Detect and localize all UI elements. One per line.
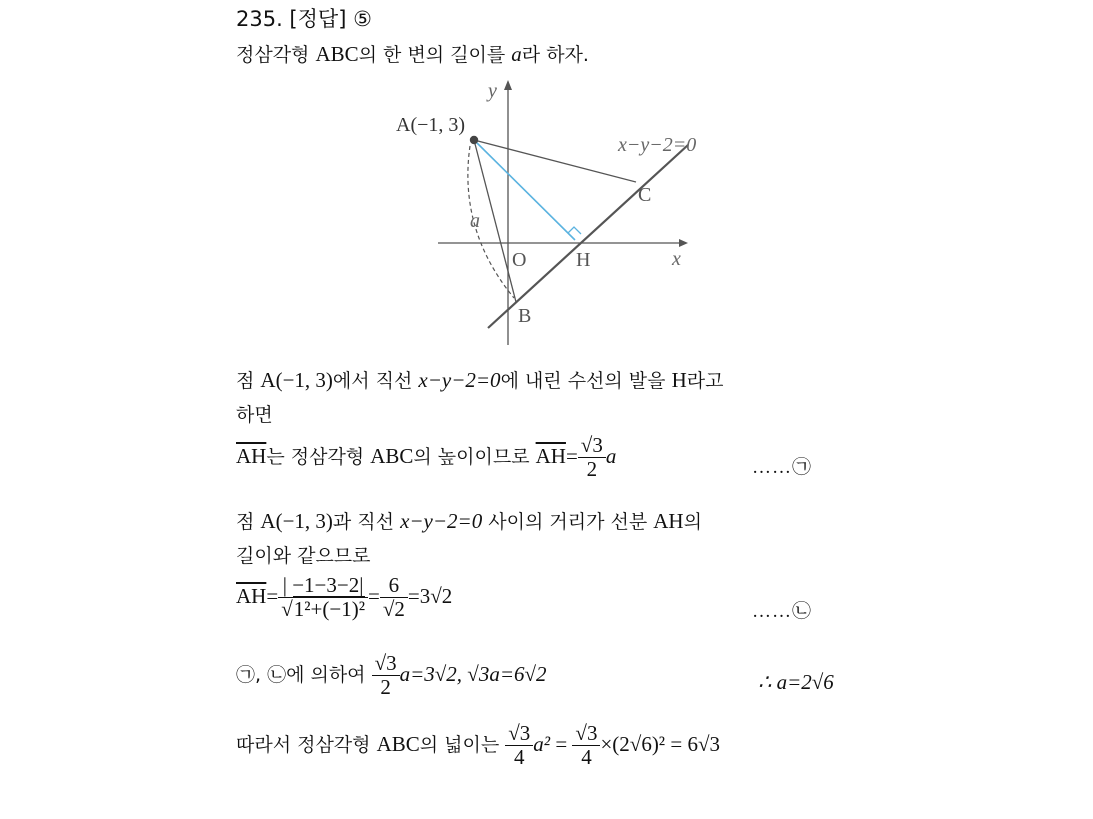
eq1-mark: ……㉠ (752, 457, 813, 478)
para1-h: H (671, 368, 687, 392)
eq1-txt: 는 정삼각형 (266, 446, 371, 469)
right-angle-mark (568, 227, 581, 234)
eq4-a2: a² (533, 732, 551, 757)
eq2-mark: ……㉡ (752, 601, 813, 622)
para1-mid: 에서 직선 (332, 370, 419, 392)
side-a-label: a (470, 210, 480, 232)
eq2-fraction (278, 574, 368, 621)
para2-ah: AH (653, 509, 684, 533)
eq4-eq: = (550, 732, 573, 757)
para2-point: A(−1, 3) (260, 509, 333, 533)
eq3-line (236, 652, 547, 699)
eq2-eq: = (266, 584, 279, 609)
x-axis-label: x (672, 248, 681, 270)
b-label: B (518, 305, 532, 327)
para1-post: 에 내린 수선의 발을 (500, 370, 672, 392)
y-axis-arrow (504, 80, 512, 90)
eq3-pre: ㉠, ㉡에 의하여 (236, 664, 372, 687)
eq4-abc: ABC (376, 732, 420, 757)
para1-line2: 하면 (236, 404, 273, 426)
eq4-fraction (505, 722, 533, 769)
eq1-abc: ABC (370, 444, 414, 469)
para2-pre: 점 (236, 511, 261, 533)
eq2-res: =3√2 (407, 584, 453, 609)
eq2-num2: 6 (380, 574, 408, 598)
eq1-a: a (605, 444, 617, 469)
perpendicular-ah (474, 140, 575, 240)
eq4-den: 4 (514, 745, 525, 770)
eq4-num2: √3 (572, 722, 600, 746)
eq2-ah: $\overline{AH}$ (236, 584, 267, 609)
intro-a: a (511, 42, 522, 66)
eq1-den: 2 (586, 457, 598, 482)
line-x-y-2 (488, 145, 688, 328)
eq2-eq2: = (367, 584, 380, 609)
eq1-line (236, 434, 616, 481)
h-label: H (576, 249, 591, 271)
eq4-fraction2 (572, 722, 600, 769)
eq4-rest: ×(2√6)² = 6√3 (600, 732, 720, 757)
eq4-pre: 따라서 정삼각형 (236, 734, 377, 757)
para1-point: A(−1, 3) (260, 368, 333, 392)
eq2-den-body: 1²+(−1)² (293, 597, 365, 622)
problem-number: 235. [정답] ⑤ (236, 7, 372, 31)
para2-mid: 과 직선 (332, 511, 401, 533)
para2-post: 사이의 거리가 선분 (482, 511, 654, 533)
eq2-num: | −1−3−2| (278, 574, 368, 598)
intro-mid: 의 한 변의 길이를 (358, 44, 512, 66)
intro-pre: 정삼각형 (236, 44, 316, 66)
eq4-mid: 의 넓이는 (419, 734, 506, 757)
para2-eq: x−y−2=0 (400, 509, 483, 533)
line-label: x−y−2=0 (618, 134, 697, 156)
para1-pre: 점 (236, 370, 261, 392)
para2-line1 (236, 507, 702, 534)
eq3-rest: a=3√2, √3a=6√2 (399, 662, 547, 687)
x-axis-arrow (679, 239, 688, 247)
eq2-den (278, 598, 368, 621)
y-axis-label: y (488, 80, 497, 102)
para1-end: 라고 (686, 370, 724, 392)
eq1-num: √3 (578, 434, 606, 458)
point-a-label: A(−1, 3) (396, 114, 466, 136)
para2-end: 의 (683, 511, 702, 533)
eq2-line (236, 574, 452, 621)
eq1-fraction (578, 434, 606, 481)
para1-eq: x−y−2=0 (418, 368, 501, 392)
eq3-den: 2 (380, 675, 391, 700)
eq1-eq: = (565, 444, 578, 469)
intro-abc: ABC (315, 42, 359, 66)
intro-post: 라 하자. (521, 44, 589, 66)
eq1-ah: $\overline{AH}$ (236, 444, 267, 469)
eq3-therefore: ∴ a=2√6 (758, 670, 834, 694)
side-ac (474, 140, 636, 182)
eq1-ah2: $\overline{AH}$ (535, 444, 566, 469)
eq2-den-radical: √ (281, 597, 293, 622)
eq3-fraction (372, 652, 400, 699)
para1-line1 (236, 366, 723, 393)
para2-line2: 길이와 같으므로 (236, 545, 371, 567)
eq2-fraction2 (380, 574, 408, 621)
c-label: C (638, 184, 652, 206)
triangle-figure (0, 0, 1093, 360)
eq4-den2: 4 (581, 745, 592, 770)
eq2-den2: √2 (382, 597, 405, 622)
point-a-dot (470, 136, 478, 144)
eq1-txt2: 의 높이이므로 (413, 446, 536, 469)
origin-label: O (512, 249, 527, 271)
side-ab (474, 140, 516, 302)
eq3-num: √3 (372, 652, 400, 676)
eq4-line (236, 722, 720, 769)
eq4-num: √3 (505, 722, 533, 746)
